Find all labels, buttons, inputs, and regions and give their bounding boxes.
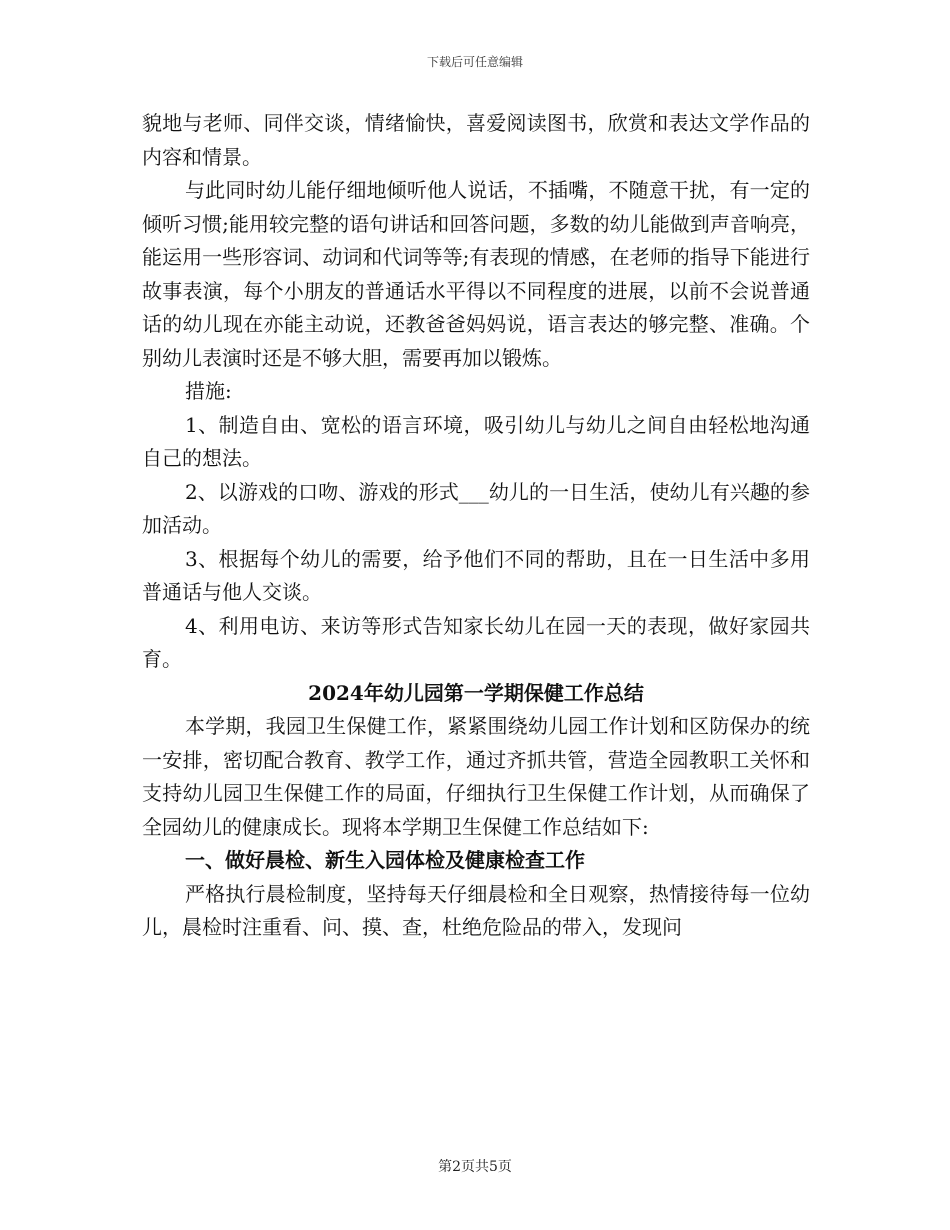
intro-paragraph: 本学期，我园卫生保健工作，紧紧围绕幼儿园工作计划和区防保办的统一安排，密切配合教育、教学工作，通过齐抓共管，营造全园教职工关怀和支持幼儿园卫生保健工作的局面，仔细执行卫生保健工作计划，从而确保了全园幼儿的健康成长。现将本学期卫生保健工作总结如下:: [142, 714, 810, 839]
page-header-note: 下载后可任意编辑: [426, 55, 523, 69]
measure-item-1: 1、制造自由、宽松的语言环境，吸引幼儿与幼儿之间自由轻松地沟通自己的想法。: [142, 412, 810, 470]
paragraph-continued: 貌地与老师、同伴交谈，情绪愉快，喜爱阅读图书，欣赏和表达文学作品的内容和情景。: [142, 111, 810, 169]
section-1-paragraph: 严格执行晨检制度，坚持每天仔细晨检和全日观察，热情接待每一位幼儿，晨检时注重看、问、摸、查，杜绝危险品的带入，发现问: [142, 881, 810, 939]
document-title: 2024年幼儿园第一学期保健工作总结: [308, 680, 644, 705]
measures-label: 措施:: [185, 379, 232, 403]
document-body: [142, 107, 810, 945]
measure-item-3: 3、根据每个幼儿的需要，给予他们不同的帮助，且在一日生活中多用普通话与他人交谈。: [142, 546, 810, 604]
section-heading-1: 一、做好晨检、新生入园体检及健康检查工作: [185, 848, 585, 872]
page-number: 第2页共5页: [438, 1159, 512, 1175]
measure-item-2: 2、以游戏的口吻、游戏的形式___幼儿的一日生活，使幼儿有兴趣的参加活动。: [142, 479, 810, 537]
paragraph-language-ability: 与此同时幼儿能仔细地倾听他人说话，不插嘴，不随意干扰，有一定的倾听习惯;能用较完整的语句讲话和回答问题，多数的幼儿能做到声音响亮，能运用一些形容词、动词和代词等等;有表现的情感，在老师的指导下能进行故事表演，每个小朋友的普通话水平得以不同程度的进展，以前不会说普通话的幼儿现在亦能主动说，还教爸爸妈妈说，语言表达的够完整、准确。个别幼儿表演时还是不够大胆，需要再加以锻炼。: [142, 178, 810, 370]
measure-item-4: 4、利用电访、来访等形式告知家长幼儿在园一天的表现，做好家园共育。: [142, 613, 810, 671]
